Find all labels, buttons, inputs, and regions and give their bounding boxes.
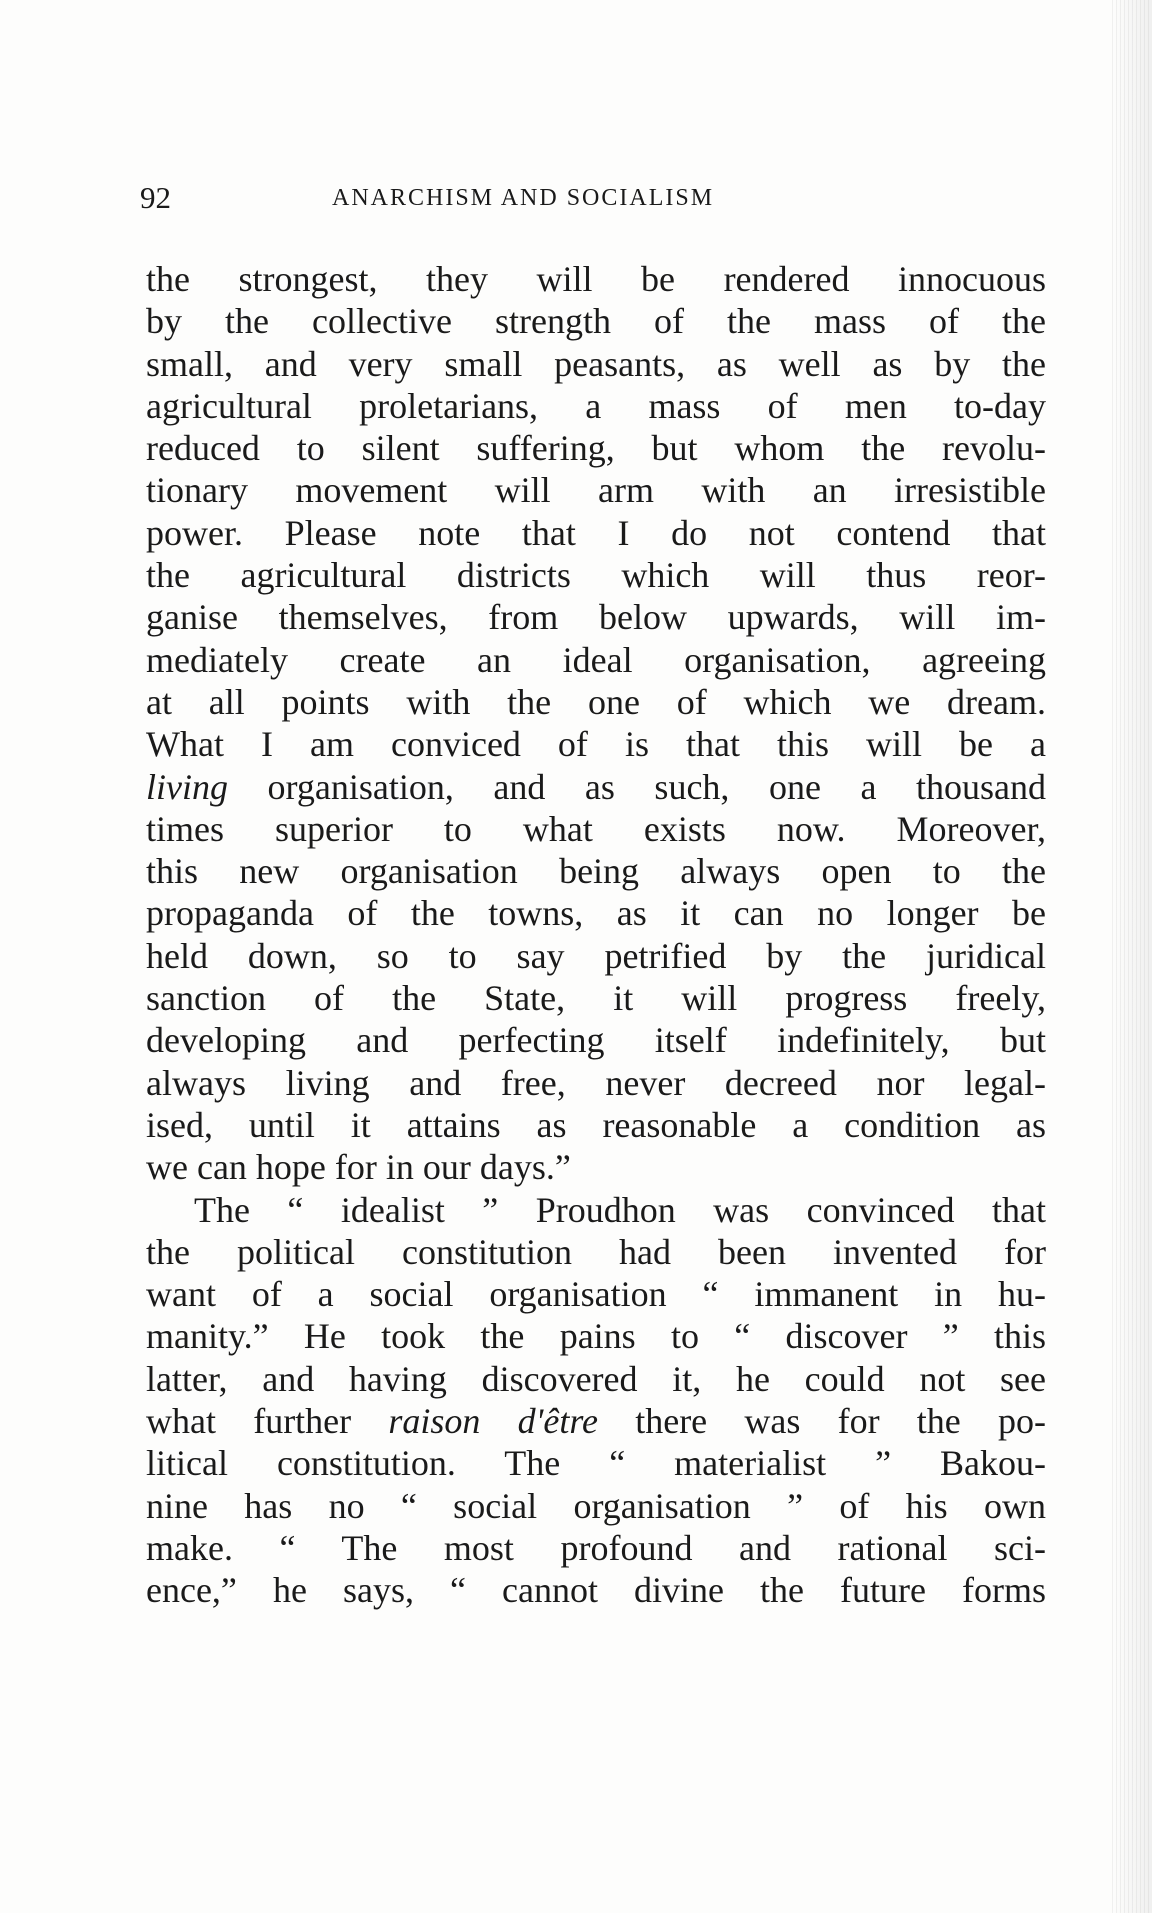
italic-phrase: raison d'être xyxy=(388,1401,598,1442)
text-line: the strongest, they will be rendered innocuous xyxy=(146,259,1046,299)
text-line: power. Please note that I do not contend that xyxy=(146,512,1046,553)
page-edge-shadow xyxy=(1112,0,1152,1913)
text-line: developing and perfecting itself indefinitely, but xyxy=(146,1020,1046,1061)
text-line: small, and very small peasants, as well as by the xyxy=(146,343,1046,384)
text-line: tionary movement will arm with an irresistible xyxy=(146,470,1046,511)
running-head: ANARCHISM AND SOCIALISM xyxy=(332,185,715,211)
text-line: propaganda of the towns, as it can no longer be xyxy=(146,893,1046,934)
text-line: make. “ The most profound and rational sci- xyxy=(146,1527,1046,1568)
line-rest: organisation, and as such, one a thousand xyxy=(227,766,1046,807)
text-line: the political constitution had been invented for xyxy=(146,1231,1046,1272)
text-line: always living and free, never decreed nor legal- xyxy=(146,1062,1046,1103)
text-line: ised, until it attains as reasonable a condition as xyxy=(146,1104,1046,1145)
text-line: ence,” he says, “ cannot divine the future forms xyxy=(146,1570,1046,1611)
paragraph-end-line: we can hope for in our days.” xyxy=(146,1147,571,1188)
text-line: held down, so to say petrified by the juridical xyxy=(146,935,1046,976)
text-line: times superior to what exists now. Moreover, xyxy=(146,808,1046,849)
text-line: sanction of the State, it will progress freely, xyxy=(146,978,1046,1019)
text-line: nine has no “ social organisation ” of his own xyxy=(146,1485,1046,1526)
text-line: litical constitution. The “ materialist ” Bakou- xyxy=(146,1443,1046,1484)
page-header xyxy=(140,176,1044,220)
text-line: this new organisation being always open to the xyxy=(146,851,1046,892)
page-number: 92 xyxy=(140,180,171,215)
text-line: latter, and having discovered it, he could not see xyxy=(146,1358,1046,1399)
text-line: What I am conviced of is that this will be a xyxy=(146,724,1046,765)
text-line: want of a social organisation “ immanent in hu- xyxy=(146,1274,1046,1315)
body-text xyxy=(146,258,1046,1612)
text-line: agricultural proletarians, a mass of men to-day xyxy=(146,385,1046,426)
text-line: mediately create an ideal organisation, agreeing xyxy=(146,639,1046,680)
paragraph-start-line: The “ idealist ” Proudhon was convinced that xyxy=(194,1189,1046,1230)
line-before: what further xyxy=(146,1401,389,1442)
text-line-with-italic xyxy=(146,766,1046,808)
text-line-with-italic xyxy=(146,1400,1046,1442)
text-line: by the collective strength of the mass of the xyxy=(146,301,1046,342)
text-line: manity.” He took the pains to “ discover ” this xyxy=(146,1316,1046,1357)
text-line: the agricultural districts which will thus reor- xyxy=(146,555,1046,596)
line-after: there was for the po- xyxy=(597,1401,1046,1442)
text-line: reduced to silent suffering, but whom the revolu- xyxy=(146,428,1046,469)
italic-word: living xyxy=(146,766,228,807)
text-line: ganise themselves, from below upwards, will im- xyxy=(146,597,1046,638)
text-line: at all points with the one of which we dream. xyxy=(146,681,1046,722)
